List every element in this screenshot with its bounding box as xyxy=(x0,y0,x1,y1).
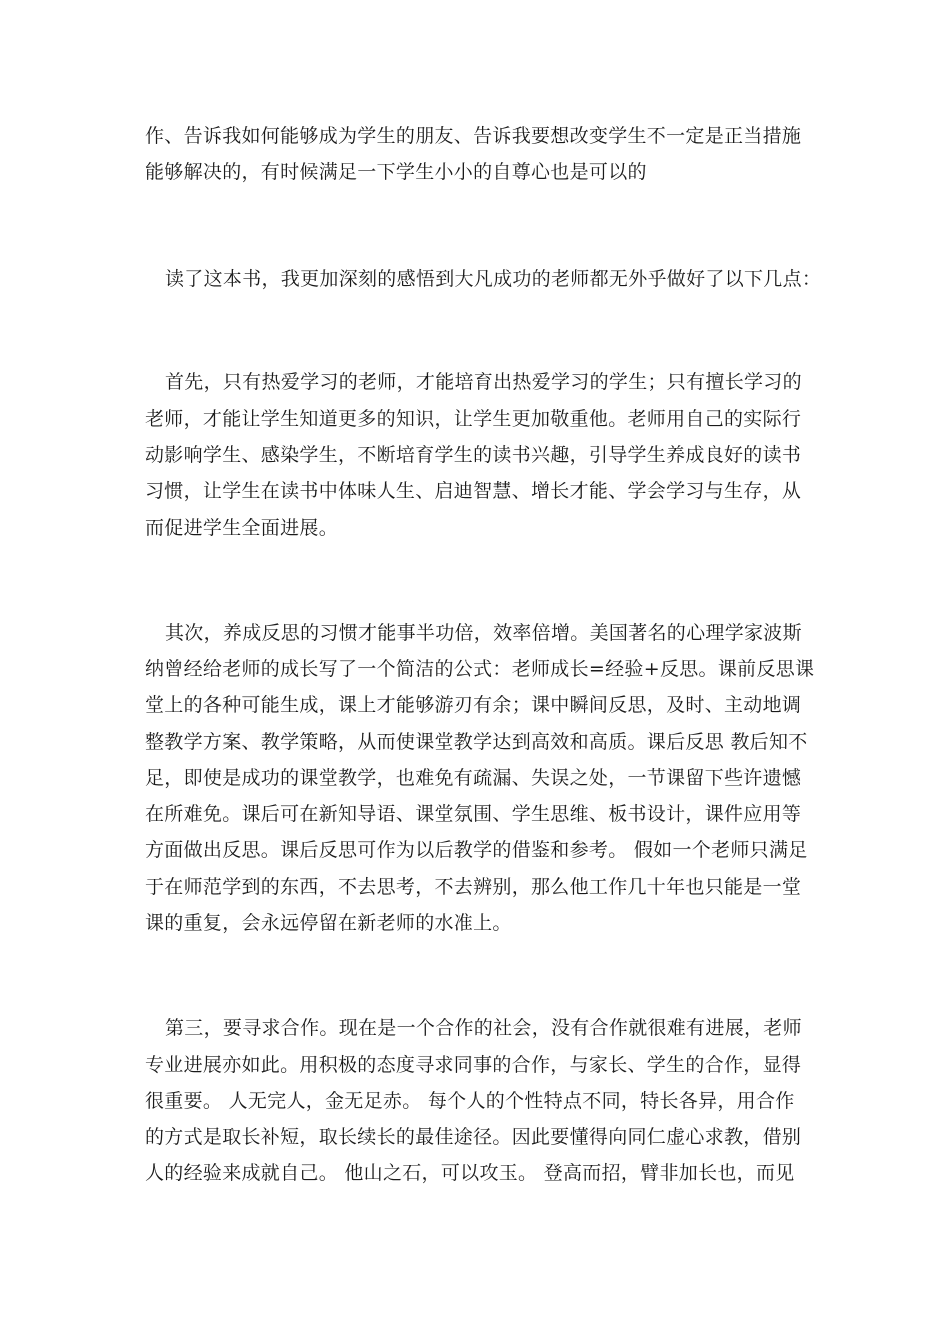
text-line: 而促进学生全面进展。 xyxy=(145,517,339,539)
text-line: 很重要。 人无完人，金无足赤。 每个人的个性特点不同，特长各异，用合作 xyxy=(145,1090,795,1112)
text-line: 专业进展亦如此。用积极的态度寻求同事的合作，与家长、学生的合作，显得 xyxy=(145,1054,802,1076)
text-line: 方面做出反思。课后反思可作为以后教学的借鉴和参考。 假如一个老师只满足 xyxy=(145,839,808,861)
text-line: 纳曾经给老师的成长写了一个简洁的公式：老师成长=经验+反思。课前反思课 xyxy=(145,658,815,680)
paragraph-second-line: 其次，养成反思的习惯才能事半功倍，效率倍增。美国著名的心理学家波斯 xyxy=(165,622,802,644)
paragraph-intro: 读了这本书，我更加深刻的感悟到大凡成功的老师都无外乎做好了以下几点： xyxy=(165,268,822,290)
paragraph-third-line: 第三，要寻求合作。现在是一个合作的社会，没有合作就很难有进展，老师 xyxy=(165,1017,802,1039)
text-line: 人的经验来成就自己。 他山之石，可以攻玉。 登高而招，臂非加长也，而见 xyxy=(145,1162,795,1184)
text-line: 动影响学生、感染学生，不断培育学生的读书兴趣，引导学生养成良好的读书 xyxy=(145,444,802,466)
paragraph-first-line: 首先，只有热爱学习的老师，才能培育出热爱学习的学生；只有擅长学习的 xyxy=(165,371,802,393)
text-line: 足，即使是成功的课堂教学，也难免有疏漏、失误之处，一节课留下些许遗憾 xyxy=(145,767,802,789)
text-line: 老师，才能让学生知道更多的知识，让学生更加敬重他。老师用自己的实际行 xyxy=(145,408,802,430)
text-line: 在所难免。课后可在新知导语、课堂氛围、学生思维、板书设计，课件应用等 xyxy=(145,803,802,825)
text-line: 能够解决的，有时候满足一下学生小小的自尊心也是可以的 xyxy=(145,161,647,183)
text-line: 整教学方案、教学策略，从而使课堂教学达到高效和高质。课后反思 教后知不 xyxy=(145,731,808,753)
text-line: 习惯，让学生在读书中体味人生、启迪智慧、增长才能、学会学习与生存，从 xyxy=(145,480,802,502)
text-line: 于在师范学到的东西，不去思考，不去辨别，那么他工作几十年也只能是一堂 xyxy=(145,876,802,898)
text-line: 课的重复，会永远停留在新老师的水准上。 xyxy=(145,912,512,934)
text-line: 堂上的各种可能生成，课上才能够游刃有余；课中瞬间反思，及时、主动地调 xyxy=(145,694,802,716)
text-line: 的方式是取长补短，取长续长的最佳途径。因此要懂得向同仁虚心求教，借别 xyxy=(145,1126,802,1148)
text-line: 作、告诉我如何能够成为学生的朋友、告诉我要想改变学生不一定是正当措施 xyxy=(145,125,802,147)
